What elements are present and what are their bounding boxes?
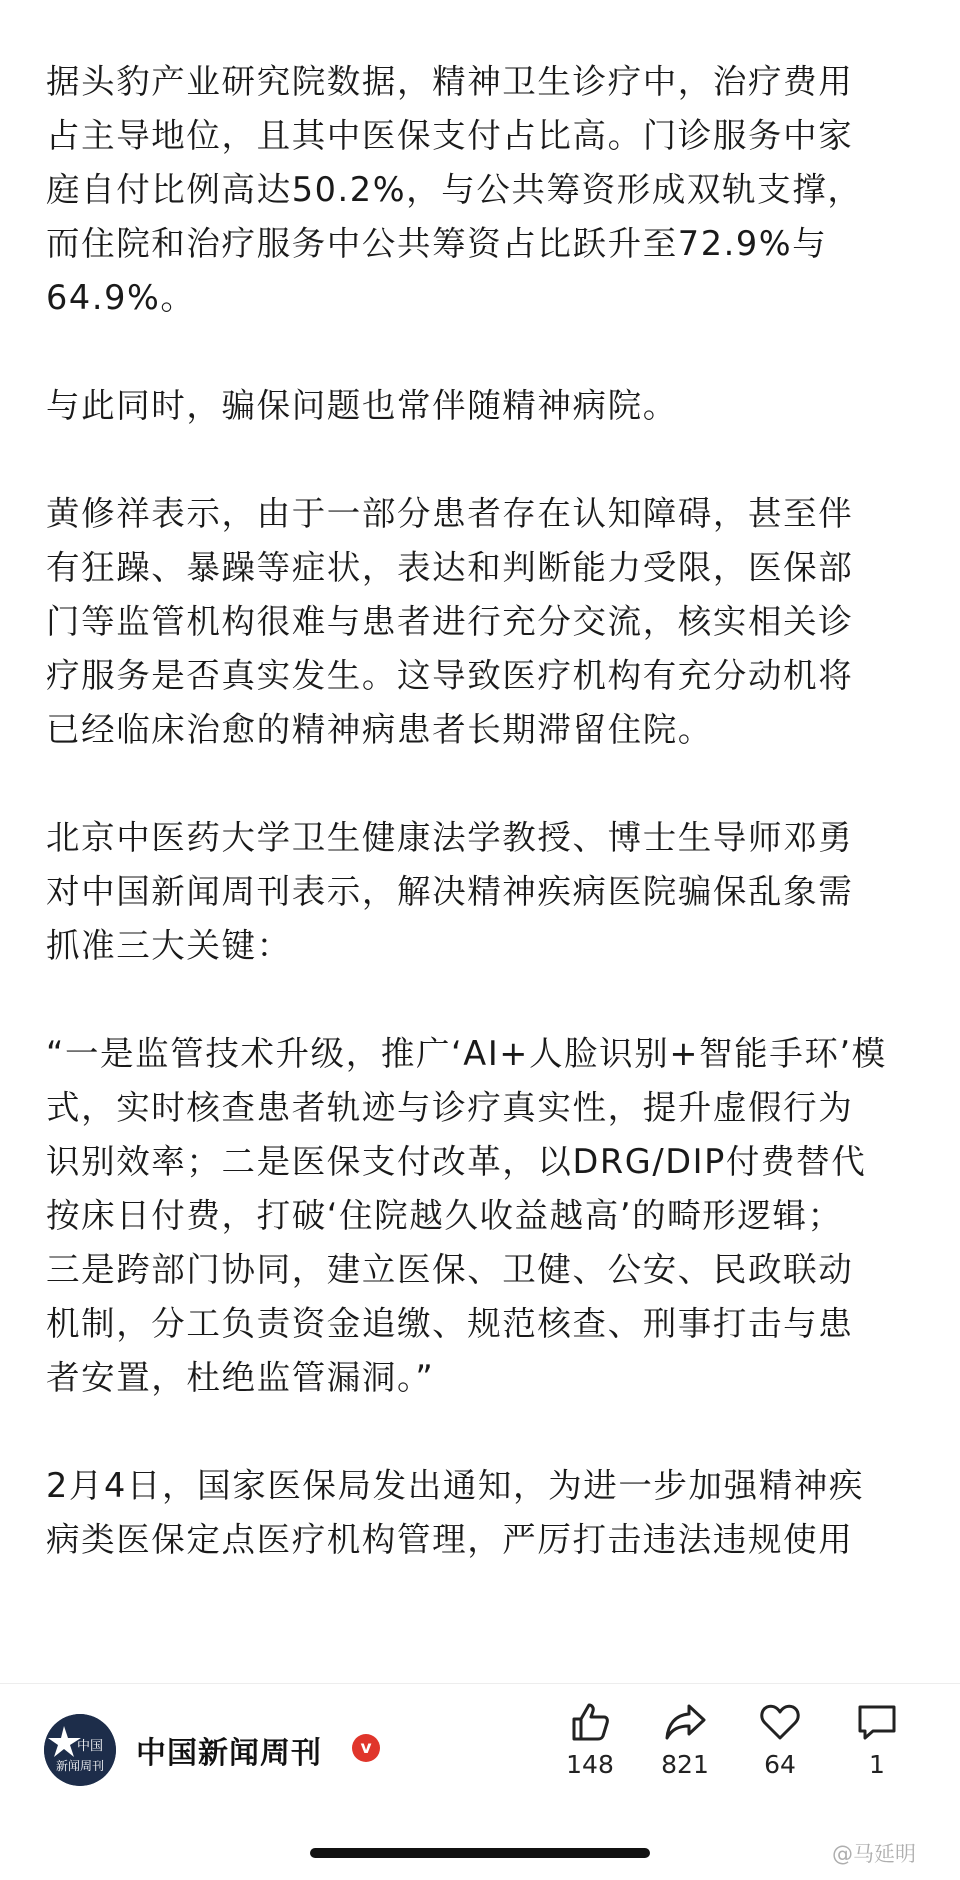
bottom-action-bar — [0, 1683, 960, 1794]
like-button[interactable] — [545, 1700, 635, 1790]
article-body — [46, 55, 926, 1680]
heart-icon — [758, 1700, 802, 1744]
article-paragraph-2: 与此同时，骗保问题也常伴随精神病院。 — [46, 386, 678, 425]
logo-text-bottom: 新闻周刊 — [55, 1759, 105, 1773]
share-button[interactable] — [640, 1700, 730, 1790]
article-paragraph-6: 2月4日，国家医保局发出通知，为进一步加强精神疾 病类医保定点医疗机构管理，严厉打击违法违规使用 — [46, 1466, 865, 1559]
article-paragraph-1: 据头豹产业研究院数据，精神卫生诊疗中，治疗费用 占主导地位，且其中医保支付占比高。门诊服务中家 庭自付比例高达50.2%，与公共筹资形成双轨支撑， 而住院和治疗服务中公共筹资占比跃升至72.9%与 64.9%。 — [46, 62, 863, 317]
star-logo-icon — [44, 1714, 116, 1786]
comment-count: 1 — [869, 1750, 885, 1779]
share-count: 821 — [661, 1750, 709, 1779]
article-paragraph-4: 北京中医药大学卫生健康法学教授、博士生导师邓勇 对中国新闻周刊表示，解决精神疾病医院骗保乱象需 抓准三大关键： — [46, 818, 854, 965]
verified-badge-icon: v — [352, 1734, 380, 1762]
comment-button[interactable] — [832, 1700, 922, 1790]
watermark: @马延明 — [832, 1842, 916, 1866]
favorite-button[interactable] — [735, 1700, 825, 1790]
logo-text-top: 中国 — [76, 1739, 104, 1754]
like-icon — [568, 1700, 612, 1744]
article-paragraph-5: “一是监管技术升级，推广‘AI+人脸识别+智能手环’模 式，实时核查患者轨迹与诊疗真实性，提升虚假行为 识别效率；二是医保支付改革，以DRG/DIP付费替代 按床日付费，打破‘住院越久收益越高’的畸形逻辑； 三是跨部门协同，建立医保、卫健、公安、民政联动 机制，分工负责资金追缴、规范核查、刑事打击与患 者安置，杜绝监管漏洞。” — [46, 1034, 887, 1397]
account-avatar[interactable] — [44, 1714, 116, 1786]
article-paragraph-3: 黄修祥表示，由于一部分患者存在认知障碍，甚至伴 有狂躁、暴躁等症状，表达和判断能力受限，医保部 门等监管机构很难与患者进行充分交流，核实相关诊 疗服务是否真实发生。这导致医疗机构有充分动机将 已经临床治愈的精神病患者长期滞留住院。 — [46, 494, 854, 749]
account-name[interactable]: 中国新闻周刊 — [136, 1736, 322, 1771]
comment-icon — [855, 1700, 899, 1744]
like-count: 148 — [566, 1750, 614, 1779]
share-icon — [663, 1700, 707, 1744]
home-indicator[interactable] — [310, 1848, 650, 1858]
favorite-count: 64 — [764, 1750, 796, 1779]
